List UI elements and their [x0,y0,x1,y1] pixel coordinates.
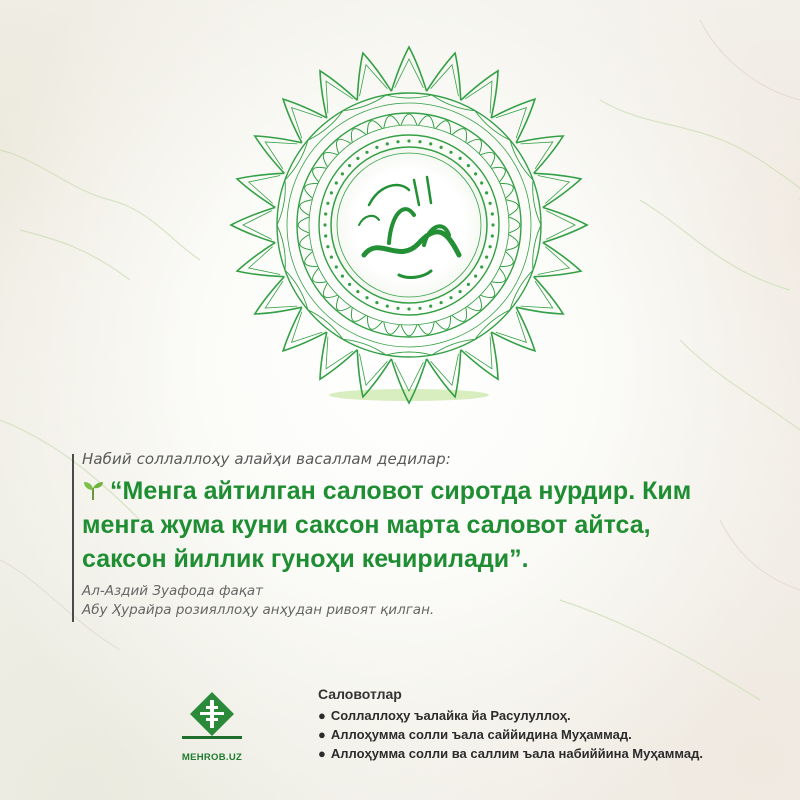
salovat-item: ● Аллоҳумма солли ъала саййидина Муҳаммад. [318,727,632,742]
quote-bar [72,454,74,622]
salovat-item: ● Соллаллоҳу ъалайка йа Расулуллоҳ. [318,708,571,723]
hadith-block [82,450,742,620]
salovat-list [318,686,788,763]
hadith-source [82,582,742,620]
mehrob-logo [176,690,248,750]
hadith-quote [82,474,742,576]
medallion-ornament [224,40,594,410]
hadith-quote-text: “Менга айтилган саловот сиротда нурдир. Ким менга жума куни саксон марта саловот айтса, саксон йиллик гуноҳи кечирилади”. [82,477,692,573]
source-line-2: Абу Ҳурайра розияллоҳу анҳудан ривоят қилган. [82,602,435,618]
sprout-icon [82,479,104,501]
source-line-1: Ал-Аздий Зуафода фақат [82,583,264,599]
hadith-intro: Набий соллаллоҳу алайҳи васаллам дедилар: [82,450,451,468]
salovat-item: ● Аллоҳумма солли ва саллим ъала набиййина Муҳаммад. [318,746,703,761]
logo-text: MEHROB.UZ [181,752,243,763]
salovat-title: Саловотлар [318,686,402,702]
